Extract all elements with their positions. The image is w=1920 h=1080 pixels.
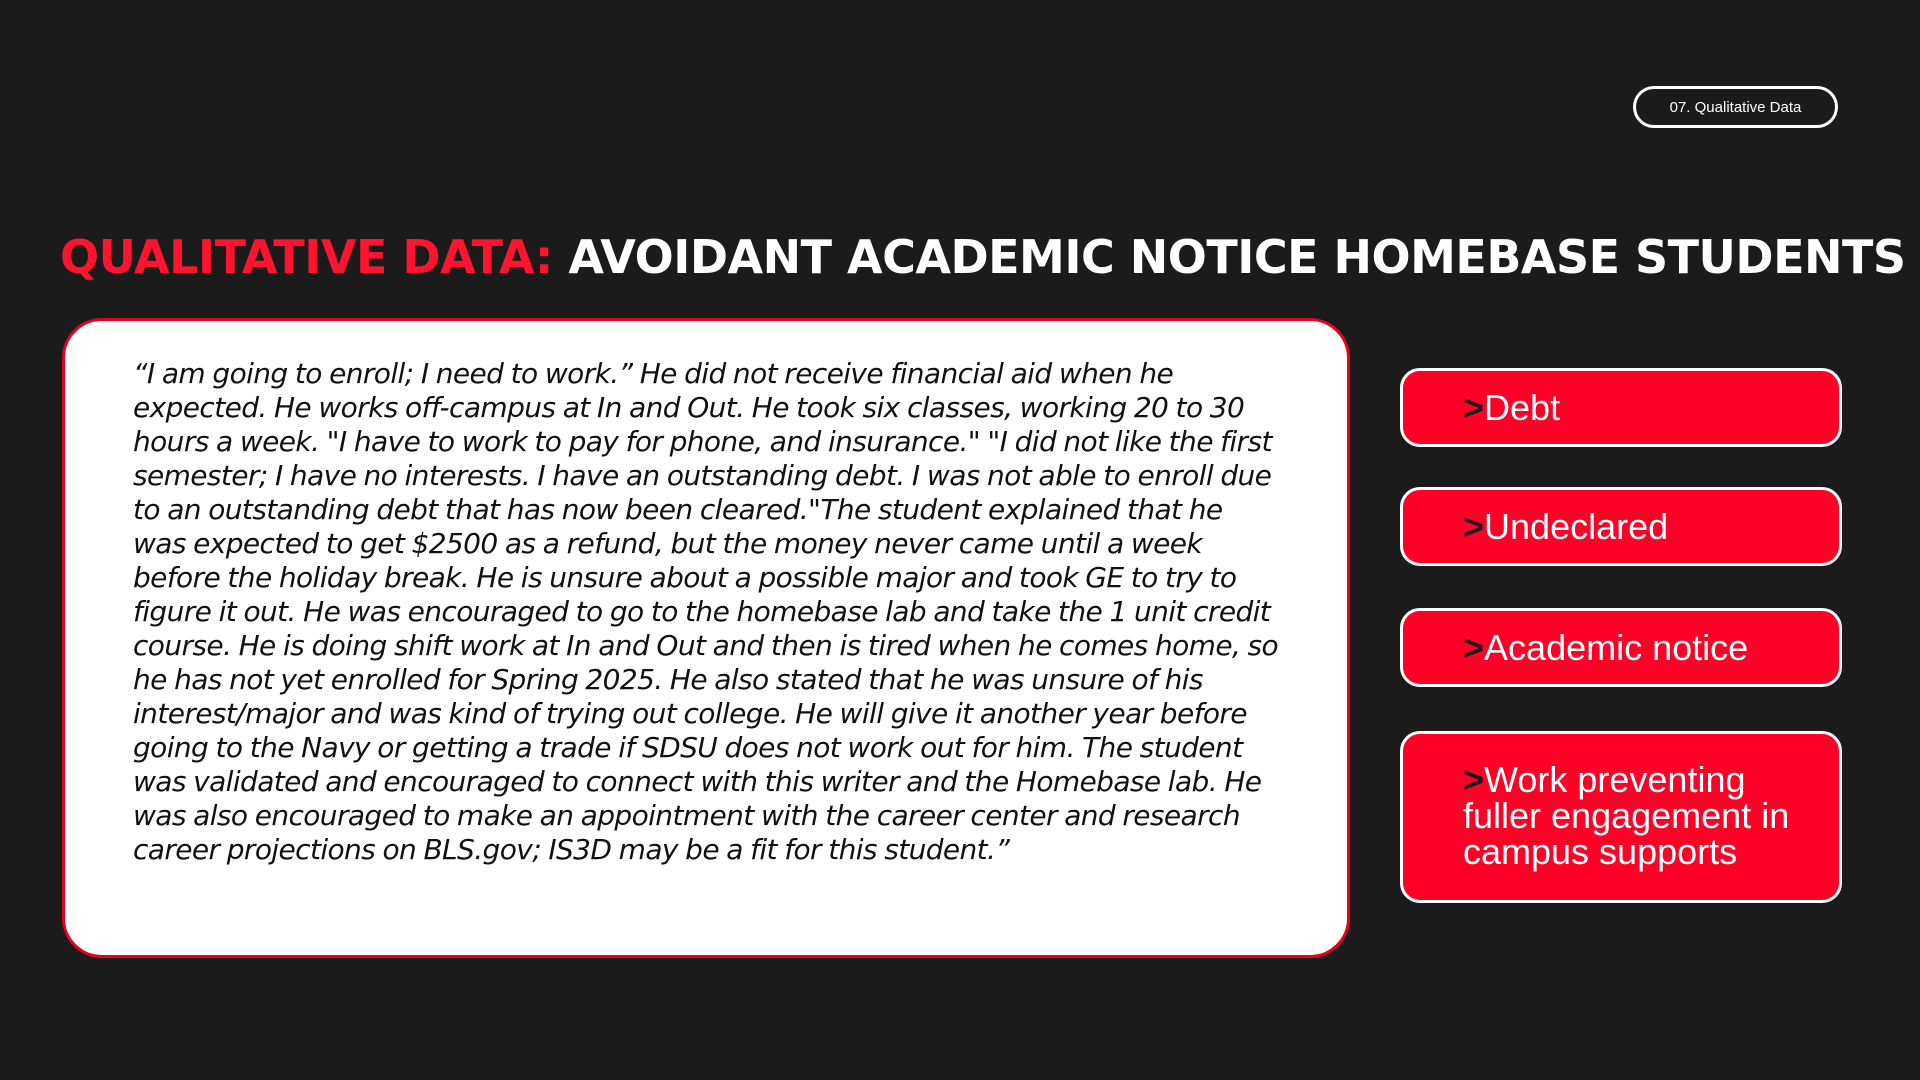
student-quote-text: “I am going to enroll; I need to work.” He did not receive financial aid when he expected. He works off-campus at In and Out. He took six classes, working 20 to 30 hours a week. "I have to work to pay for phone, and insurance." "I did not like the first semester; I have no interests. I have an outstanding debt. I was not able to enroll due to an outstanding debt that has now been cleared."The student explained that he was expected to get $2500 as a refund, but the money never came until a week before the holiday break. He is unsure about a possible major and took GE to try to figure it out. He was encouraged to go to the homebase lab and take the 1 unit credit course. He is doing shift work at In and Out and then is tired when he comes home, so he has not yet enrolled for Spring 2025. He also stated that he was unsure of his interest/major and was kind of trying out college. He will give it another year before going to the Navy or getting a trade if SDSU does not work out for him. The student was validated and encouraged to connect with this writer and the Homebase lab. He was also encouraged to make an appointment with the career center and research career projections on BLS.gov; IS3D may be a fit for this student.” (133, 357, 1279, 866)
tag-label: Academic notice (1484, 626, 1749, 668)
tag-marker: > (1463, 759, 1485, 800)
title-accent: QUALITATIVE DATA: (60, 230, 553, 284)
section-label-pill: 07. Qualitative Data (1633, 86, 1838, 128)
tag-label: Work preventing fuller engagement in campus supports (1463, 759, 1790, 872)
tag-work-preventing-engagement (1400, 731, 1842, 903)
quote-card (62, 318, 1350, 958)
tag-marker: > (1463, 505, 1485, 547)
tag-marker: > (1463, 386, 1485, 428)
tag-academic-notice (1400, 608, 1842, 687)
tag-label: Undeclared (1484, 505, 1669, 547)
page-title (60, 226, 1906, 288)
tag-marker: > (1463, 626, 1485, 668)
tag-undeclared (1400, 487, 1842, 566)
tag-debt (1400, 368, 1842, 447)
tag-label: Debt (1484, 386, 1561, 428)
title-main: AVOIDANT ACADEMIC NOTICE HOMEBASE STUDENTS (568, 230, 1906, 284)
